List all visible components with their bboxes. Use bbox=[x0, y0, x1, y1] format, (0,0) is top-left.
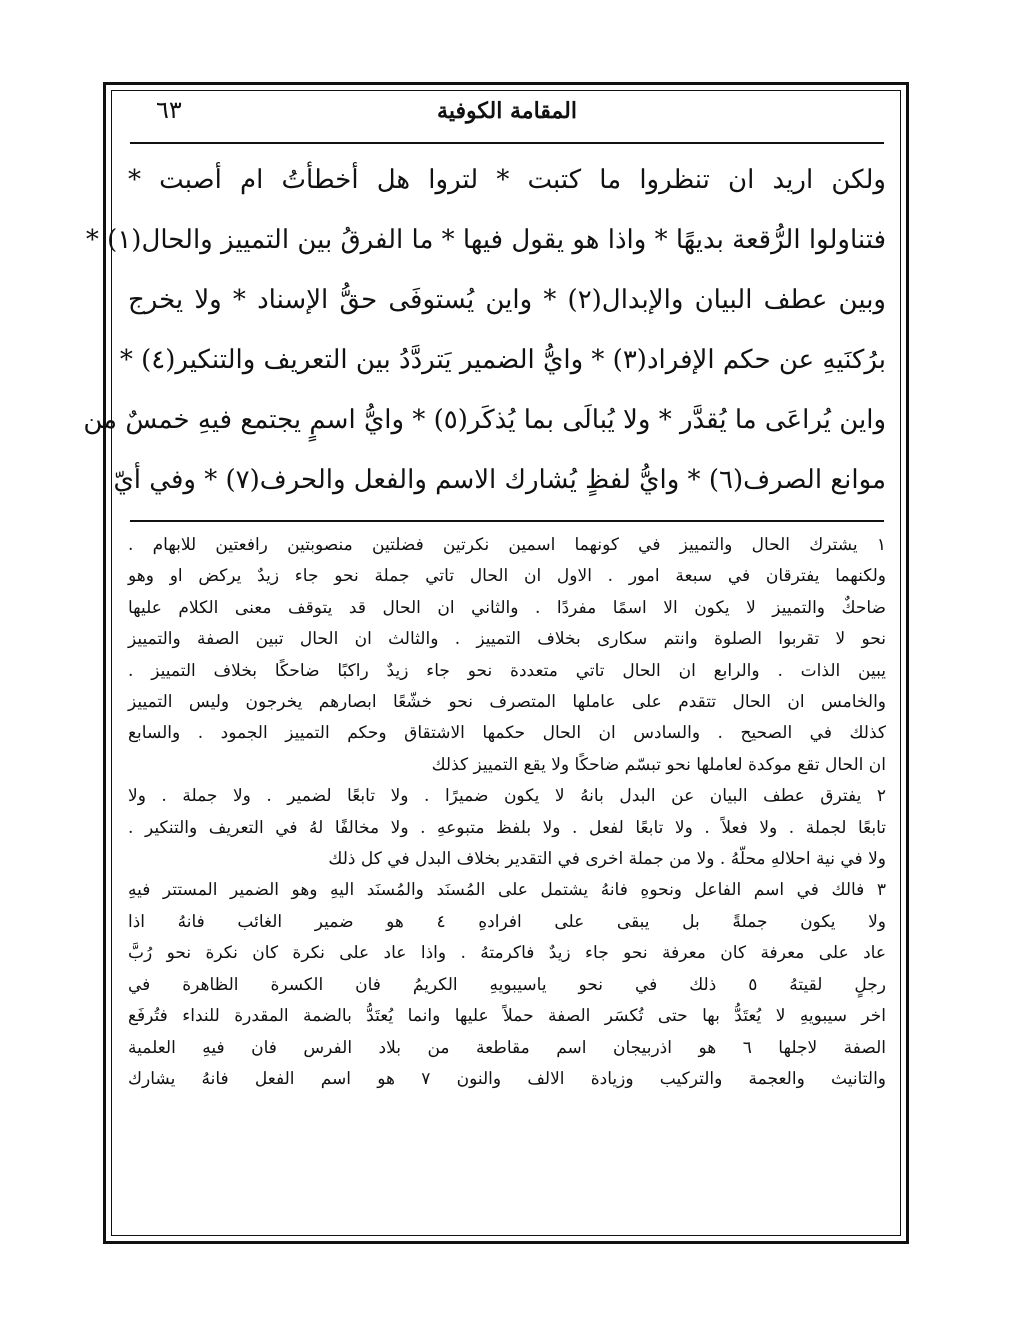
footnote-line: ٢ يفترق عطف البيان عن البدل بانهُ لا يكون ضميرًا . ولا تابعًا لضمير . ولا جملة . ولا bbox=[128, 786, 886, 807]
running-header bbox=[124, 92, 890, 132]
footnote-line: والخامس ان الحال تتقدم على عاملها المتصرف نحو خشّعًا ابصارهم يخرجون وليس التمييز bbox=[128, 692, 886, 713]
page-title: المقامة الكوفية bbox=[437, 98, 577, 124]
document-page bbox=[83, 92, 890, 1232]
footnote-line: ١ يشترك الحال والتمييز في كونهما اسمين نكرتين فضلتين منصوبتين رافعتين للابهام . bbox=[128, 535, 886, 555]
header-rule bbox=[130, 142, 884, 144]
main-text-line: موانع الصرف(٦) * وايُّ لفظٍ يُشارك الاسم والفعل والحرف(٧) * وفي أيّ bbox=[113, 465, 886, 495]
footnote-line: ان الحال تقع موكدة لعاملها نحو تبسّم ضاحكًا ولا يقع التمييز كذلك bbox=[431, 754, 886, 775]
footnote-separator bbox=[130, 520, 884, 522]
main-text-line: برُكنَيهِ عن حكم الإفراد(٣) * وايُّ الضمير يَتردَّدُ بين التعريف والتنكير(٤) * bbox=[119, 345, 886, 375]
page-number: ٦٣ bbox=[156, 96, 182, 124]
footnote-line: ولكنهما يفترقان في سبعة امور . الاول ان الحال تاتي جملة نحو جاء زيدٌ يركض او وهو bbox=[128, 566, 886, 587]
footnote-line: رجلٍ لقيتهُ ٥ ذلك في نحو ياسيبويهِ الكريمُ فان الكسرة الظاهرة في bbox=[128, 974, 886, 995]
footnote-line: اخر سيبويهِ لا يُعتَدُّ بها حتى تُكسَر الصفة حملاً عليها وانما يُعتَدُّ بالضمة المقدرة للنداء فتُرفَع bbox=[128, 1006, 886, 1027]
footnote-line: عاد على معرفة كان معرفة نحو جاء زيدٌ فاكرمتهُ . واذا عاد على نكرة كان نكرة نحو رُبَّ bbox=[128, 943, 886, 964]
footnote-line: ضاحكٌ والتمييز لا يكون الا اسمًا مفردًا . والثاني ان الحال قد يتوقف معنى الكلام عليها bbox=[128, 597, 886, 618]
footnote-line: يبين الذات . والرابع ان الحال تاتي متعددة نحو جاء زيدٌ راكبًا ضاحكًا بخلاف التمييز . bbox=[128, 660, 886, 681]
footnote-line: ولا في نية احلالهِ محلّهُ . ولا من جملة اخرى في التقدير بخلاف البدل في كل ذلك bbox=[328, 849, 886, 870]
main-text-line: فتناولوا الرُّقعة بديهًا * واذا هو يقول فيها * ما الفرقُ بين التمييز والحال(١) * bbox=[85, 225, 886, 255]
footnote-line: ٣ فالك في اسم الفاعل ونحوهِ فانهُ يشتمل على المُسنَد والمُسنَد اليهِ وهو الضمير المستتر فيهِ bbox=[128, 880, 886, 901]
footnote-line: ولا يكون جملةً بل يبقى على افرادهِ ٤ هو ضمير الغائب فانهُ اذا bbox=[128, 911, 886, 932]
footnote-line: تابعًا لجملة . ولا فعلاً . ولا تابعًا لفعل . ولا بلفظ متبوعهِ . ولا مخالفًا لهُ في التعريف والتنكير . bbox=[128, 817, 886, 838]
footnote-line: كذلك في الصحيح . والسادس ان الحال حكمها الاشتقاق وحكم التمييز الجمود . والسابع bbox=[128, 723, 886, 744]
footnote-line: والتانيث والعجمة والتركيب وزيادة الالف والنون ٧ هو اسم الفعل فانهُ يشارك bbox=[128, 1068, 886, 1089]
main-text-line: واين يُراعَى ما يُقدَّر * ولا يُبالَى بما يُذكَر(٥) * وايُّ اسمٍ يجتمع فيهِ خمسٌ من bbox=[83, 405, 886, 435]
main-text-block bbox=[83, 150, 890, 510]
footnotes-block bbox=[124, 530, 890, 1095]
main-text-line: ولكن اريد ان تنظروا ما كتبت * لتروا هل أخطأتُ ام أصبت * bbox=[128, 165, 886, 195]
footnote-line: الصفة لاجلها ٦ هو اذربيجان اسم مقاطعة من بلاد الفرس فان فيهِ العلمية bbox=[128, 1037, 886, 1058]
main-text-line: وبين عطف البيان والإبدال(٢) * واين يُستوفَى حقُّ الإسناد * ولا يخرج bbox=[128, 285, 886, 315]
footnote-line: نحو لا تقربوا الصلوة وانتم سكارى بخلاف التمييز . والثالث ان الحال تبين الصفة والتمييز bbox=[128, 629, 886, 650]
